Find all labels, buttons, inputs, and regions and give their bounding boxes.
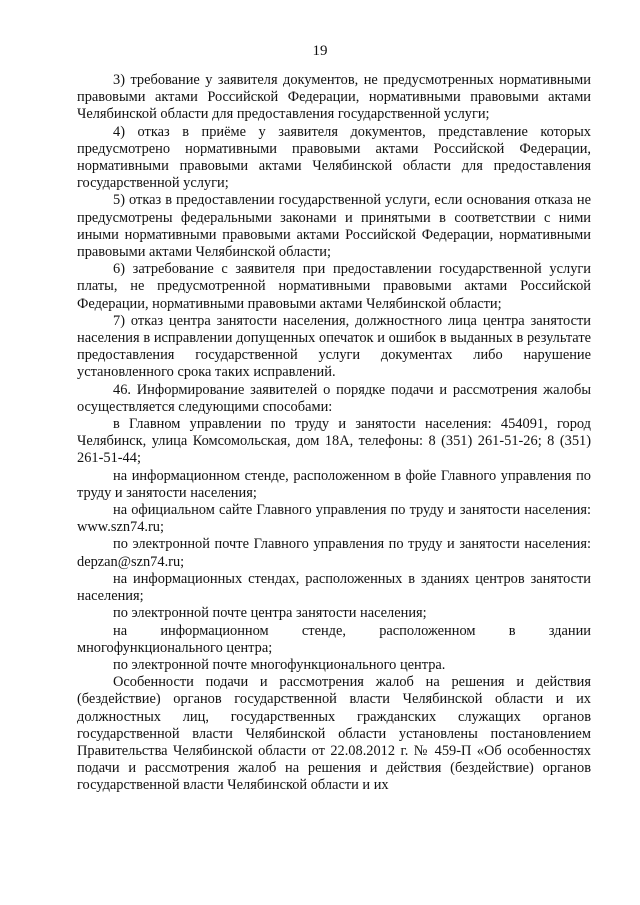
paragraph-main-office: в Главном управлении по труду и занятости населения: 454091, город Челябинск, улица Комсомольская, дом 18А, телефоны: 8 (351) 261-51-26; 8 (351) 261-51-44; xyxy=(77,416,591,467)
paragraph-website: на официальном сайте Главного управления по труду и занятости населения: www.szn74.ru; xyxy=(77,502,591,536)
paragraph-info-stand: на информационном стенде, расположенном в фойе Главного управления по труду и занятости населения; xyxy=(77,467,591,501)
paragraph-item-3: 3) требование у заявителя документов, не предусмотренных нормативными правовыми актами Российской Федерации, нормативными правовыми актами Челябинской области для предоставления государственной услуги; xyxy=(77,72,591,123)
paragraph-stand-mfc: на информационном стенде, расположенном в здании многофункционального центра; xyxy=(77,622,591,656)
paragraph-item-5: 5) отказ в предоставлении государственной услуги, если основания отказа не предусмотрены федеральными законами и принятыми в соответствии с ними иными нормативными правовыми актами Российской Федерации, нормативными правовыми актами Челябинской области; xyxy=(77,192,591,261)
document-body xyxy=(77,72,591,795)
page-number: 19 xyxy=(312,43,328,59)
paragraph-46: 46. Информирование заявителей о порядке подачи и рассмотрения жалобы осуществляется следующими способами: xyxy=(77,381,591,415)
paragraph-features: Особенности подачи и рассмотрения жалоб на решения и действия (бездействие) органов государственной власти Челябинской области и их должностных лиц, государственных гражданских служащих органов государственной власти Челябинской области установлены постановлением Правительства Челябинской области от 22.08.2012 г. № 459-П «Об особенностях подачи и рассмотрения жалоб на решения и действия (бездействие) органов государственной власти Челябинской области и их xyxy=(77,674,591,794)
paragraph-item-4: 4) отказ в приёме у заявителя документов, представление которых предусмотрено нормативными правовыми актами Российской Федерации, нормативными правовыми актами Челябинской области для предоставления государственной услуги; xyxy=(77,123,591,192)
paragraph-email-center: по электронной почте центра занятости населения; xyxy=(113,605,427,622)
paragraph-email-mfc: по электронной почте многофункционального центра. xyxy=(113,656,446,673)
paragraph-item-7: 7) отказ центра занятости населения, должностного лица центра занятости населения в исправлении допущенных опечаток и ошибок в выданных в результате предоставления государственной услуги документах либо нарушение установленного срока таких исправлений. xyxy=(77,312,591,381)
paragraph-email-main: по электронной почте Главного управления по труду и занятости населения: depzan@szn74.ru; xyxy=(77,536,591,570)
paragraph-stands-centers: на информационных стендах, расположенных в зданиях центров занятости населения; xyxy=(77,570,591,605)
paragraph-item-6: 6) затребование с заявителя при предоставлении государственной услуги платы, не предусмотренной нормативными правовыми актами Российской Федерации, нормативными правовыми актами Челябинской области; xyxy=(77,261,591,312)
